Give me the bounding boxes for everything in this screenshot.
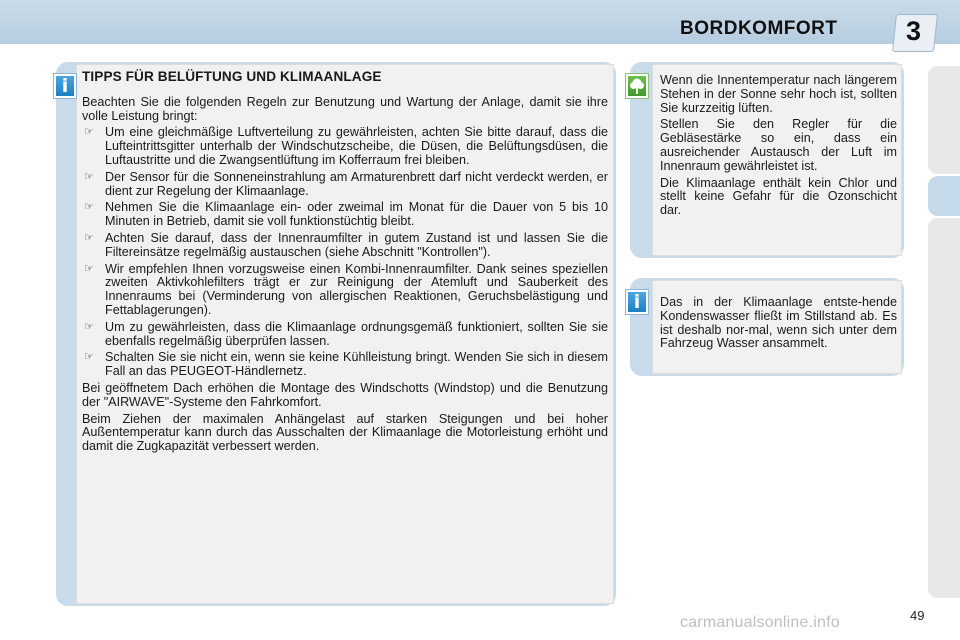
list-item: ☞ Um zu gewährleisten, dass die Klimaanlage ordnungsgemäß funktioniert, sollten Sie sie ebenfalls regelmäßig überprüfen lassen. — [84, 319, 608, 348]
eco-paragraph: Die Klimaanlage enthält kein Chlor und stellt keine Gefahr für die Ozonschicht dar. — [660, 175, 897, 218]
list-item: ☞ Achten Sie darauf, dass der Innenraumfilter in gutem Zustand ist und lassen Sie die Filtereinsätze regelmäßig austauschen (siehe Abschnitt "Kontrollen"). — [84, 230, 608, 259]
tips-list — [82, 126, 608, 379]
info-icon: i — [626, 290, 648, 314]
hand-pointer-icon: ☞ — [84, 126, 94, 139]
towing-paragraph: Beim Ziehen der maximalen Anhängelast auf starken Steigungen und bei hoher Außentemperatur kann durch das Ausschalten der Klimaanlage die Motorleistung erhöht und damit die Zugkapazität verbessert werden. — [82, 411, 608, 454]
list-item: ☞ Wir empfehlen Ihnen vorzugsweise einen Kombi-Innenraumfilter. Dank seines speziellen zweiten Aktivkohlefilters trägt er zur Reinigung der Atemluft und Sauberkeit des Innenraums bei (Verminderung von allergischen Reaktionen, Geruchsbelästigung und Fettablagerungen). — [84, 261, 608, 317]
section-title: TIPPS FÜR BELÜFTUNG UND KLIMAANLAGE — [82, 69, 382, 84]
list-item: ☞ Schalten Sie sie nicht ein, wenn sie keine Kühlleistung bringt. Wenden Sie sich in diesem Fall an das PEUGEOT-Händlernetz. — [84, 350, 608, 379]
roof-paragraph: Bei geöffnetem Dach erhöhen die Montage des Windschotts (Windstop) und die Benutzung der "AIRWAVE"-Systeme den Fahrkomfort. — [82, 380, 608, 409]
eco-paragraph: Wenn die Innentemperatur nach längerem Stehen in der Sonne sehr hoch ist, sollten Sie kurzzeitig lüften. — [660, 73, 897, 115]
hand-pointer-icon: ☞ — [84, 351, 94, 364]
chapter-tab[interactable] — [928, 66, 960, 174]
page-number: 49 — [910, 608, 925, 623]
hand-pointer-icon: ☞ — [84, 262, 94, 275]
chapter-tab[interactable] — [928, 218, 960, 598]
watermark: carmanualsonline.info — [680, 614, 840, 631]
info-note-text: Das in der Klimaanlage entste-hende Kondenswasser fließt im Stillstand ab. Es ist deshalb nor-mal, wenn sich unter dem Fahrzeug Wasser ansammelt. — [660, 295, 897, 351]
tree-icon — [626, 74, 648, 98]
list-item: ☞ Um eine gleichmäßige Luftverteilung zu gewährleisten, achten Sie bitte darauf, dass die Lufteintrittsgitter unterhalb der Windschutzscheibe, die Düsen, die Belüftungsdüsen, die Luftaustritte und die Zwangsentlüftung im Kofferraum frei bleiben. — [84, 125, 608, 167]
eco-paragraph: Stellen Sie den Regler für die Gebläsestärke so ein, dass ein ausreichender Austausch der Luft im Innenraum gewährleistet ist. — [660, 117, 897, 173]
list-item: ☞ Der Sensor für die Sonneneinstrahlung am Armaturenbrett darf nicht verdeckt werden, er dient zur Regelung der Klimaanlage. — [84, 169, 608, 198]
eco-note-text — [660, 74, 897, 221]
chapter-title: BORDKOMFORT — [680, 18, 838, 39]
hand-pointer-icon: ☞ — [84, 170, 94, 183]
intro-paragraph: Beachten Sie die folgenden Regeln zur Benutzung und Wartung der Anlage, damit sie ihre volle Leistung bringt: — [82, 94, 608, 123]
info-icon: i — [54, 74, 76, 98]
chapter-number: 3 — [906, 16, 922, 46]
list-item: ☞ Nehmen Sie die Klimaanlage ein- oder zweimal im Monat für die Dauer von 5 bis 10 Minuten in Betrieb, damit sie voll funktionstüchtig bleibt. — [84, 200, 608, 229]
hand-pointer-icon: ☞ — [84, 231, 94, 244]
main-content — [82, 70, 608, 457]
hand-pointer-icon: ☞ — [84, 320, 94, 333]
chapter-tab-active[interactable] — [928, 176, 960, 216]
hand-pointer-icon: ☞ — [84, 201, 94, 214]
